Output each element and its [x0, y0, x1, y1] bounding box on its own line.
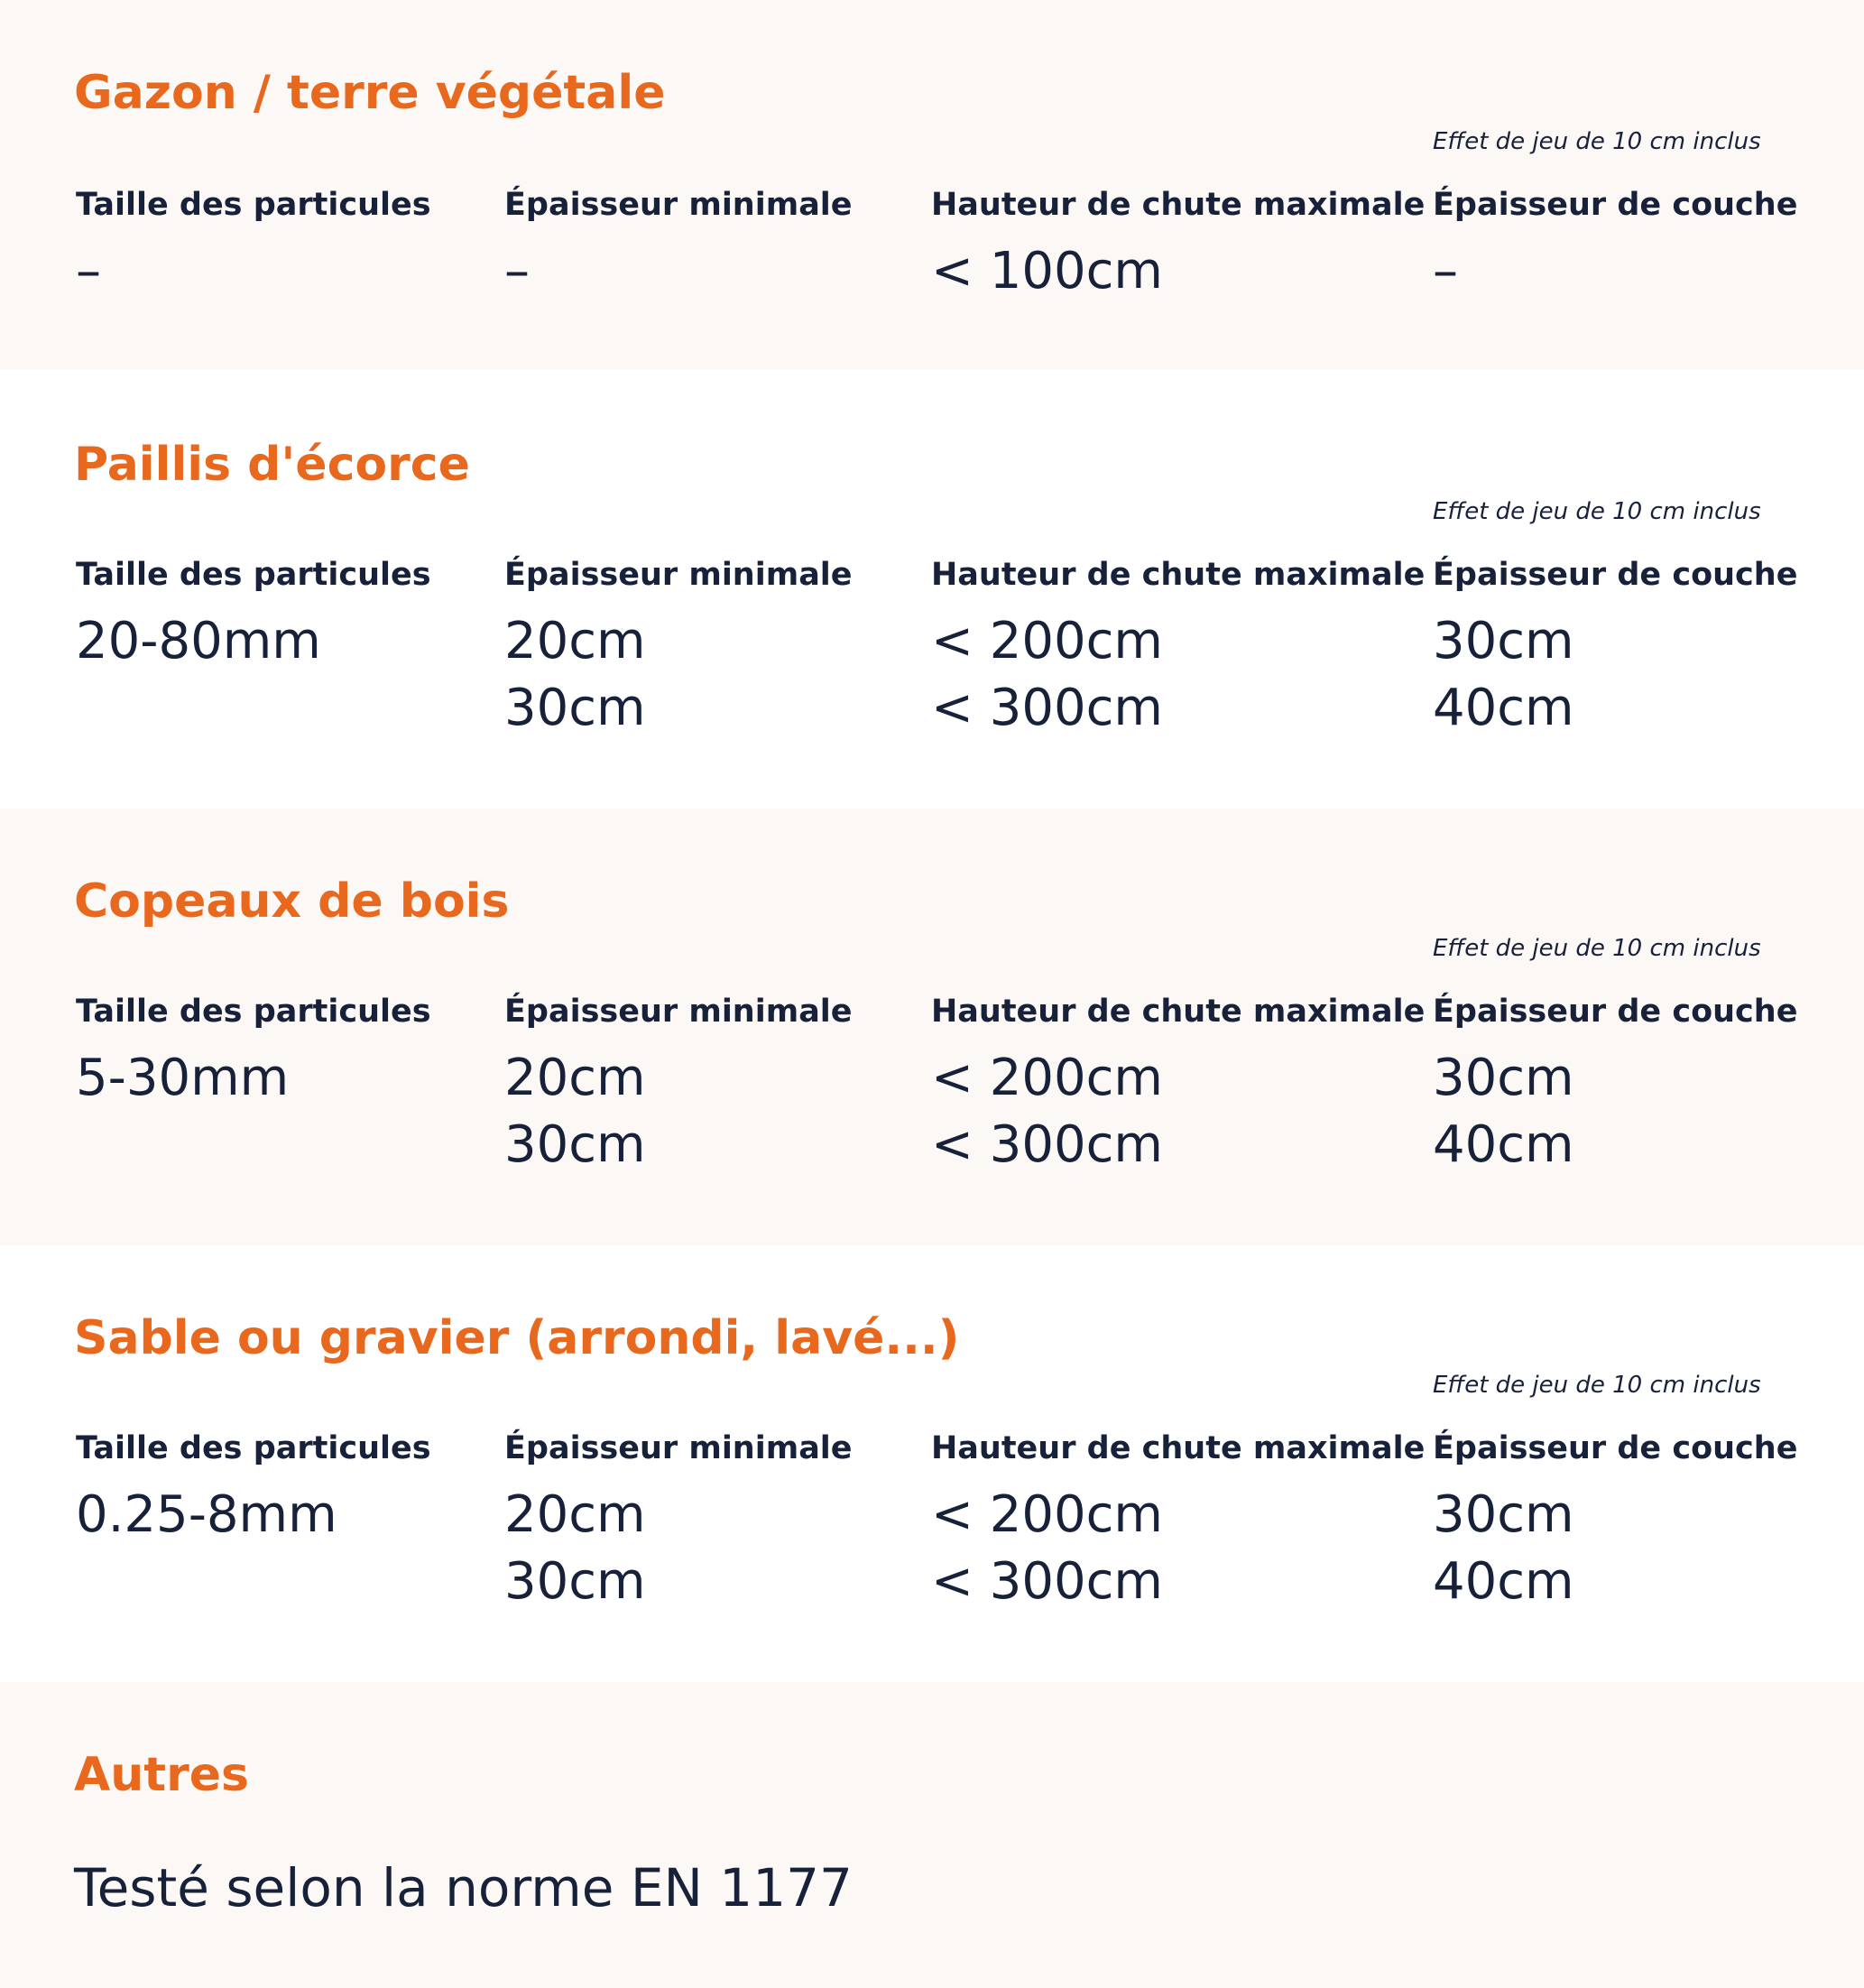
column-header: Taille des particules	[76, 557, 431, 593]
section-gazon	[0, 0, 1864, 370]
column-header: Hauteur de chute maximale	[931, 994, 1426, 1030]
layer-thickness-value: 40cm	[1433, 1115, 1574, 1174]
section-paillis	[0, 370, 1864, 809]
min-thickness-value: 20cm	[504, 612, 646, 670]
play-effect-note: Effet de jeu de 10 cm inclus	[1433, 498, 1761, 525]
section-title: Paillis d'écorce	[74, 438, 470, 492]
column-max-fall-height	[931, 1429, 1425, 1615]
column-header: Épaisseur de couche	[1433, 1430, 1798, 1466]
column-header: Épaisseur de couche	[1433, 557, 1798, 593]
layer-thickness-value: 30cm	[1433, 1485, 1574, 1544]
column-layer-thickness	[1433, 1429, 1797, 1615]
min-thickness-value: 20cm	[504, 1485, 646, 1544]
column-max-fall-height	[931, 993, 1425, 1179]
particle-size-value: –	[76, 242, 101, 301]
column-header: Épaisseur minimale	[504, 187, 853, 223]
section-title: Autres	[74, 1748, 249, 1802]
column-header: Taille des particules	[76, 187, 431, 223]
section-title: Sable ou gravier (arrondi, lavé...)	[74, 1311, 960, 1365]
column-particle-size	[76, 186, 431, 305]
column-layer-thickness	[1433, 993, 1797, 1179]
column-header: Épaisseur de couche	[1433, 994, 1798, 1030]
play-effect-note: Effet de jeu de 10 cm inclus	[1433, 1372, 1761, 1399]
min-thickness-value: 30cm	[504, 1552, 646, 1611]
column-header: Épaisseur minimale	[504, 1430, 853, 1466]
column-min-thickness	[504, 556, 853, 742]
layer-thickness-value: 30cm	[1433, 1049, 1574, 1107]
min-thickness-value: –	[504, 242, 530, 301]
column-particle-size	[76, 556, 431, 675]
particle-size-value: 20-80mm	[76, 612, 321, 670]
max-fall-height-value: < 100cm	[931, 242, 1163, 301]
column-min-thickness	[504, 993, 853, 1179]
column-min-thickness	[504, 1429, 853, 1615]
max-fall-height-value: < 200cm	[931, 1049, 1163, 1107]
min-thickness-value: 30cm	[504, 679, 646, 737]
column-header: Hauteur de chute maximale	[931, 187, 1426, 223]
min-thickness-value: 30cm	[504, 1115, 646, 1174]
column-header: Épaisseur minimale	[504, 557, 853, 593]
play-effect-note: Effet de jeu de 10 cm inclus	[1433, 935, 1761, 962]
section-copeaux	[0, 809, 1864, 1245]
max-fall-height-value: < 300cm	[931, 679, 1163, 737]
max-fall-height-value: < 200cm	[931, 1485, 1163, 1544]
layer-thickness-value: 40cm	[1433, 679, 1574, 737]
play-effect-note: Effet de jeu de 10 cm inclus	[1433, 128, 1761, 155]
column-header: Hauteur de chute maximale	[931, 557, 1426, 593]
column-header: Hauteur de chute maximale	[931, 1430, 1426, 1466]
particle-size-value: 5-30mm	[76, 1049, 290, 1107]
column-max-fall-height	[931, 556, 1425, 742]
section-title: Copeaux de bois	[74, 874, 510, 929]
layer-thickness-value: –	[1433, 242, 1458, 301]
section-autres	[0, 1682, 1864, 1988]
max-fall-height-value: < 300cm	[931, 1552, 1163, 1611]
min-thickness-value: 20cm	[504, 1049, 646, 1107]
column-max-fall-height	[931, 186, 1425, 305]
column-header: Taille des particules	[76, 1430, 431, 1466]
standard-text: Testé selon la norme EN 1177	[74, 1857, 853, 1919]
column-particle-size	[76, 1429, 431, 1549]
column-min-thickness	[504, 186, 853, 305]
section-title: Gazon / terre végétale	[74, 66, 666, 120]
layer-thickness-value: 40cm	[1433, 1552, 1574, 1611]
particle-size-value: 0.25-8mm	[76, 1485, 337, 1544]
column-header: Taille des particules	[76, 994, 431, 1030]
column-layer-thickness	[1433, 556, 1797, 742]
max-fall-height-value: < 300cm	[931, 1115, 1163, 1174]
max-fall-height-value: < 200cm	[931, 612, 1163, 670]
column-particle-size	[76, 993, 431, 1112]
column-header: Épaisseur de couche	[1433, 187, 1798, 223]
column-layer-thickness	[1433, 186, 1797, 305]
layer-thickness-value: 30cm	[1433, 612, 1574, 670]
section-sable	[0, 1245, 1864, 1682]
column-header: Épaisseur minimale	[504, 994, 853, 1030]
